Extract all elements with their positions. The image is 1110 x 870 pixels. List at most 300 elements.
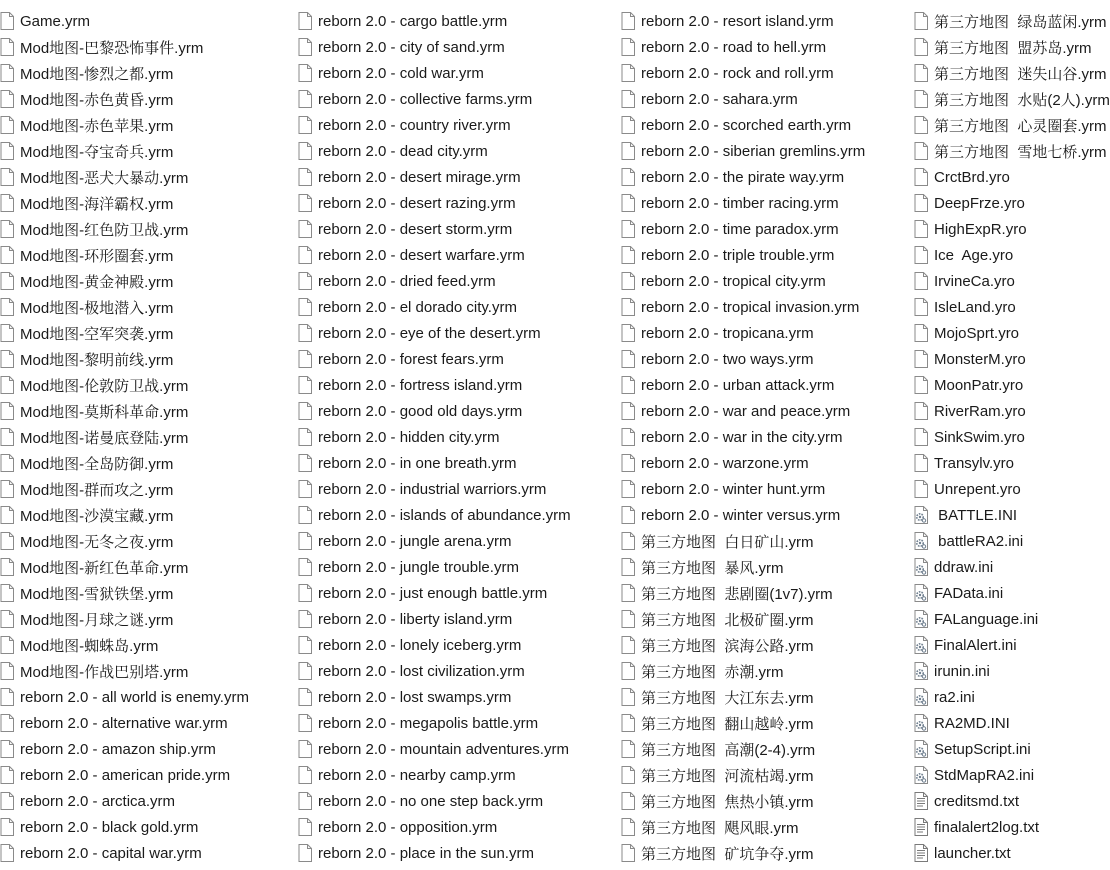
file-item[interactable] [621, 346, 913, 372]
file-name: Mod地图-巴黎恐怖事件.yrm [20, 39, 204, 57]
file-item[interactable] [0, 112, 296, 138]
file-name: reborn 2.0 - collective farms.yrm [318, 90, 533, 108]
file-item[interactable] [621, 294, 913, 320]
file-name: reborn 2.0 - winter hunt.yrm [641, 480, 826, 498]
file-item[interactable] [0, 138, 296, 164]
file-item[interactable] [621, 476, 913, 502]
blank-file-icon [914, 454, 928, 472]
blank-file-icon [0, 246, 14, 264]
file-item[interactable] [621, 658, 913, 684]
file-item[interactable] [298, 684, 620, 710]
blank-file-icon [621, 402, 635, 420]
blank-file-icon [621, 792, 635, 810]
file-name: RA2MD.INI [934, 714, 1010, 732]
file-item[interactable] [0, 606, 296, 632]
text-file-icon [914, 792, 928, 810]
file-item[interactable] [298, 346, 620, 372]
file-item[interactable] [914, 762, 1086, 788]
file-item[interactable] [621, 684, 913, 710]
file-item[interactable] [621, 112, 913, 138]
file-item[interactable] [914, 34, 1092, 60]
file-item[interactable] [914, 8, 1107, 34]
blank-file-icon [0, 142, 14, 160]
file-item[interactable] [914, 502, 1086, 528]
file-name: Mod地图-月球之谜.yrm [20, 611, 174, 629]
blank-file-icon [0, 740, 14, 758]
file-name: creditsmd.txt [934, 792, 1020, 810]
blank-file-icon [0, 90, 14, 108]
file-item[interactable] [298, 398, 620, 424]
settings-file-icon [914, 688, 928, 706]
file-item[interactable] [0, 658, 296, 684]
file-item[interactable] [914, 684, 1086, 710]
file-item[interactable] [0, 320, 296, 346]
blank-file-icon [0, 506, 14, 524]
blank-file-icon [298, 558, 312, 576]
file-item[interactable] [298, 60, 620, 86]
file-item[interactable] [914, 138, 1107, 164]
file-name: reborn 2.0 - cargo battle.yrm [318, 12, 508, 30]
blank-file-icon [0, 38, 14, 56]
file-item[interactable] [914, 554, 1086, 580]
file-column-4 [914, 8, 1110, 866]
file-item[interactable] [914, 528, 1086, 554]
blank-file-icon [0, 298, 14, 316]
blank-file-icon [914, 246, 928, 264]
file-item[interactable] [621, 788, 913, 814]
blank-file-icon [0, 454, 14, 472]
blank-file-icon [0, 636, 14, 654]
file-item[interactable] [914, 112, 1107, 138]
file-item[interactable] [0, 268, 296, 294]
blank-file-icon [0, 714, 14, 732]
blank-file-icon [914, 480, 928, 498]
blank-file-icon [298, 454, 312, 472]
file-item[interactable] [621, 398, 913, 424]
blank-file-icon [914, 324, 928, 342]
blank-file-icon [621, 168, 635, 186]
file-name: RiverRam.yro [934, 402, 1026, 420]
blank-file-icon [298, 116, 312, 134]
blank-file-icon [0, 116, 14, 134]
file-item[interactable] [298, 814, 620, 840]
file-name: reborn 2.0 - hidden city.yrm [318, 428, 500, 446]
file-item[interactable] [298, 112, 620, 138]
file-name: FAData.ini [934, 584, 1004, 602]
file-column-2 [298, 8, 620, 866]
blank-file-icon [0, 688, 14, 706]
file-name: reborn 2.0 - lost swamps.yrm [318, 688, 512, 706]
blank-file-icon [621, 142, 635, 160]
blank-file-icon [298, 636, 312, 654]
file-item[interactable] [621, 60, 913, 86]
blank-file-icon [298, 350, 312, 368]
file-name: FinalAlert.ini [934, 636, 1017, 654]
file-name: reborn 2.0 - megapolis battle.yrm [318, 714, 539, 732]
file-item[interactable] [298, 268, 620, 294]
file-name: Mod地图-惨烈之都.yrm [20, 65, 174, 83]
file-name: 第三方地图 赤潮.yrm [641, 663, 784, 681]
blank-file-icon [0, 350, 14, 368]
blank-file-icon [298, 64, 312, 82]
file-item[interactable] [914, 736, 1086, 762]
file-item[interactable] [621, 320, 913, 346]
file-item[interactable] [621, 86, 913, 112]
file-item[interactable] [0, 34, 296, 60]
blank-file-icon [621, 454, 635, 472]
file-name: 第三方地图 滨海公路.yrm [641, 637, 814, 655]
file-item[interactable] [621, 528, 913, 554]
file-item[interactable] [621, 450, 913, 476]
file-item[interactable] [914, 398, 1086, 424]
file-name: finalalert2log.txt [934, 818, 1040, 836]
file-item[interactable] [0, 710, 296, 736]
blank-file-icon [621, 636, 635, 654]
file-name: Mod地图-红色防卫战.yrm [20, 221, 189, 239]
file-item[interactable] [914, 60, 1107, 86]
file-item[interactable] [621, 216, 913, 242]
file-item[interactable] [621, 762, 913, 788]
blank-file-icon [621, 38, 635, 56]
blank-file-icon [0, 168, 14, 186]
text-file-icon [914, 818, 928, 836]
blank-file-icon [621, 116, 635, 134]
file-name: Mod地图-空军突袭.yrm [20, 325, 174, 343]
blank-file-icon [0, 532, 14, 550]
blank-file-icon [621, 740, 635, 758]
file-item[interactable] [621, 606, 913, 632]
settings-file-icon [914, 662, 928, 680]
blank-file-icon [298, 532, 312, 550]
file-name: 第三方地图 盟苏岛.yrm [934, 39, 1092, 57]
file-name: reborn 2.0 - scorched earth.yrm [641, 116, 852, 134]
file-name: reborn 2.0 - nearby camp.yrm [318, 766, 516, 784]
file-item[interactable] [298, 216, 620, 242]
file-name: 第三方地图 翻山越岭.yrm [641, 715, 814, 733]
file-item[interactable] [0, 788, 296, 814]
file-item[interactable] [621, 424, 913, 450]
file-name: BATTLE.INI [934, 506, 1018, 524]
file-item[interactable] [0, 346, 296, 372]
blank-file-icon [914, 376, 928, 394]
file-name: reborn 2.0 - tropicana.yrm [641, 324, 814, 342]
file-item[interactable] [914, 242, 1086, 268]
file-name: CrctBrd.yro [934, 168, 1010, 186]
file-item[interactable] [621, 190, 913, 216]
file-name: reborn 2.0 - winter versus.yrm [641, 506, 841, 524]
file-item[interactable] [621, 502, 913, 528]
blank-file-icon [914, 220, 928, 238]
file-item[interactable] [621, 814, 913, 840]
file-name: reborn 2.0 - islands of abundance.yrm [318, 506, 571, 524]
file-item[interactable] [621, 34, 913, 60]
file-item[interactable] [621, 840, 913, 866]
blank-file-icon [298, 12, 312, 30]
file-name: 第三方地图 高潮(2-4).yrm [641, 741, 816, 759]
file-item[interactable] [0, 8, 296, 34]
blank-file-icon [298, 402, 312, 420]
file-item[interactable] [298, 658, 620, 684]
file-item[interactable] [0, 190, 296, 216]
file-item[interactable] [621, 736, 913, 762]
file-item[interactable] [621, 554, 913, 580]
file-item[interactable] [298, 190, 620, 216]
blank-file-icon [298, 324, 312, 342]
blank-file-icon [914, 90, 928, 108]
file-name: reborn 2.0 - urban attack.yrm [641, 376, 835, 394]
blank-file-icon [621, 350, 635, 368]
file-item[interactable] [0, 502, 296, 528]
file-name: Unrepent.yro [934, 480, 1021, 498]
file-item[interactable] [0, 216, 296, 242]
blank-file-icon [298, 792, 312, 810]
file-name: Mod地图-海洋霸权.yrm [20, 195, 174, 213]
blank-file-icon [621, 688, 635, 706]
file-name: Ice Age.yro [934, 246, 1014, 264]
file-item[interactable] [914, 86, 1110, 112]
blank-file-icon [0, 610, 14, 628]
file-item[interactable] [0, 424, 296, 450]
file-item[interactable] [0, 684, 296, 710]
blank-file-icon [0, 766, 14, 784]
file-item[interactable] [0, 840, 296, 866]
file-name: reborn 2.0 - war and peace.yrm [641, 402, 851, 420]
file-item[interactable] [621, 8, 913, 34]
file-name: Mod地图-恶犬大暴动.yrm [20, 169, 189, 187]
blank-file-icon [0, 272, 14, 290]
file-item[interactable] [914, 294, 1086, 320]
settings-file-icon [914, 740, 928, 758]
file-name: MojoSprt.yro [934, 324, 1020, 342]
blank-file-icon [621, 12, 635, 30]
file-name: reborn 2.0 - black gold.yrm [20, 818, 199, 836]
blank-file-icon [621, 480, 635, 498]
file-item[interactable] [914, 814, 1086, 840]
file-item[interactable] [914, 424, 1086, 450]
file-name: reborn 2.0 - forest fears.yrm [318, 350, 504, 368]
file-item[interactable] [298, 840, 620, 866]
file-name: battleRA2.ini [934, 532, 1024, 550]
file-name: reborn 2.0 - desert razing.yrm [318, 194, 516, 212]
file-item[interactable] [298, 710, 620, 736]
file-item[interactable] [0, 242, 296, 268]
file-item[interactable] [621, 268, 913, 294]
file-name: 第三方地图 迷失山谷.yrm [934, 65, 1107, 83]
file-item[interactable] [914, 710, 1086, 736]
file-item[interactable] [914, 476, 1086, 502]
file-column-3 [621, 8, 913, 866]
file-name: reborn 2.0 - dead city.yrm [318, 142, 488, 160]
file-item[interactable] [0, 60, 296, 86]
file-item[interactable] [298, 294, 620, 320]
file-item[interactable] [0, 762, 296, 788]
file-name: reborn 2.0 - good old days.yrm [318, 402, 523, 420]
file-name: 第三方地图 雪地七桥.yrm [934, 143, 1107, 161]
blank-file-icon [0, 844, 14, 862]
blank-file-icon [621, 428, 635, 446]
file-item[interactable] [0, 294, 296, 320]
file-item[interactable] [0, 450, 296, 476]
file-name: Mod地图-雪狱铁堡.yrm [20, 585, 174, 603]
file-column-1 [0, 8, 296, 866]
blank-file-icon [298, 714, 312, 732]
blank-file-icon [0, 558, 14, 576]
file-item[interactable] [298, 528, 620, 554]
file-item[interactable] [298, 138, 620, 164]
file-item[interactable] [298, 632, 620, 658]
file-item[interactable] [0, 398, 296, 424]
blank-file-icon [0, 194, 14, 212]
blank-file-icon [298, 90, 312, 108]
blank-file-icon [914, 38, 928, 56]
file-item[interactable] [621, 632, 913, 658]
file-name: Mod地图-沙漠宝藏.yrm [20, 507, 174, 525]
file-name: 第三方地图 白日矿山.yrm [641, 533, 814, 551]
file-name: Mod地图-全岛防御.yrm [20, 455, 174, 473]
file-name: reborn 2.0 - sahara.yrm [641, 90, 798, 108]
file-item[interactable] [298, 502, 620, 528]
file-name: reborn 2.0 - alternative war.yrm [20, 714, 228, 732]
settings-file-icon [914, 766, 928, 784]
file-item[interactable] [298, 476, 620, 502]
file-item[interactable] [621, 372, 913, 398]
file-name: Mod地图-诺曼底登陆.yrm [20, 429, 189, 447]
file-name: Mod地图-群而攻之.yrm [20, 481, 174, 499]
blank-file-icon [0, 220, 14, 238]
blank-file-icon [298, 194, 312, 212]
blank-file-icon [914, 168, 928, 186]
file-item[interactable] [298, 320, 620, 346]
file-name: reborn 2.0 - lonely iceberg.yrm [318, 636, 522, 654]
file-item[interactable] [914, 346, 1086, 372]
file-item[interactable] [914, 450, 1086, 476]
file-item[interactable] [914, 320, 1086, 346]
file-item[interactable] [0, 554, 296, 580]
file-name: ra2.ini [934, 688, 975, 706]
file-name: Mod地图-极地潜入.yrm [20, 299, 174, 317]
file-name: Mod地图-环形圈套.yrm [20, 247, 174, 265]
file-name: reborn 2.0 - desert warfare.yrm [318, 246, 525, 264]
blank-file-icon [0, 376, 14, 394]
blank-file-icon [0, 428, 14, 446]
file-item[interactable] [298, 242, 620, 268]
file-item[interactable] [621, 580, 913, 606]
file-item[interactable] [0, 632, 296, 658]
file-item[interactable] [298, 8, 620, 34]
file-item[interactable] [0, 476, 296, 502]
file-item[interactable] [0, 580, 296, 606]
file-name: DeepFrze.yro [934, 194, 1025, 212]
settings-file-icon [914, 506, 928, 524]
file-item[interactable] [298, 762, 620, 788]
blank-file-icon [0, 402, 14, 420]
file-name: reborn 2.0 - two ways.yrm [641, 350, 814, 368]
file-item[interactable] [298, 554, 620, 580]
file-item[interactable] [0, 736, 296, 762]
file-name: MoonPatr.yro [934, 376, 1024, 394]
file-item[interactable] [298, 424, 620, 450]
file-item[interactable] [298, 736, 620, 762]
blank-file-icon [621, 766, 635, 784]
blank-file-icon [0, 64, 14, 82]
file-name: reborn 2.0 - all world is enemy.yrm [20, 688, 249, 706]
file-item[interactable] [621, 710, 913, 736]
file-name: 第三方地图 悲剧圈(1v7).yrm [641, 585, 833, 603]
blank-file-icon [914, 116, 928, 134]
file-item[interactable] [914, 216, 1086, 242]
file-item[interactable] [298, 34, 620, 60]
file-item[interactable] [914, 580, 1086, 606]
file-item[interactable] [298, 580, 620, 606]
blank-file-icon [914, 194, 928, 212]
file-item[interactable] [0, 372, 296, 398]
file-item[interactable] [298, 164, 620, 190]
blank-file-icon [0, 584, 14, 602]
file-name: Mod地图-无冬之夜.yrm [20, 533, 174, 551]
file-name: 第三方地图 河流枯竭.yrm [641, 767, 814, 785]
file-name: reborn 2.0 - cold war.yrm [318, 64, 484, 82]
file-name: 第三方地图 大江东去.yrm [641, 689, 814, 707]
blank-file-icon [0, 818, 14, 836]
file-name: Mod地图-赤色苹果.yrm [20, 117, 174, 135]
file-item[interactable] [0, 164, 296, 190]
file-name: reborn 2.0 - rock and roll.yrm [641, 64, 834, 82]
file-name: Mod地图-夺宝奇兵.yrm [20, 143, 174, 161]
file-item[interactable] [914, 840, 1086, 866]
file-name: reborn 2.0 - just enough battle.yrm [318, 584, 548, 602]
file-item[interactable] [0, 814, 296, 840]
file-name: 第三方地图 北极矿圈.yrm [641, 611, 814, 629]
blank-file-icon [298, 168, 312, 186]
file-item[interactable] [298, 450, 620, 476]
file-name: Mod地图-蜘蛛岛.yrm [20, 637, 159, 655]
file-item[interactable] [914, 190, 1086, 216]
blank-file-icon [298, 688, 312, 706]
settings-file-icon [914, 584, 928, 602]
file-item[interactable] [298, 788, 620, 814]
blank-file-icon [621, 532, 635, 550]
file-name: reborn 2.0 - mountain adventures.yrm [318, 740, 569, 758]
file-name: reborn 2.0 - tropical city.yrm [641, 272, 826, 290]
file-item[interactable] [914, 164, 1086, 190]
file-item[interactable] [914, 606, 1086, 632]
blank-file-icon [621, 610, 635, 628]
file-item[interactable] [298, 372, 620, 398]
file-name: irunin.ini [934, 662, 990, 680]
settings-file-icon [914, 558, 928, 576]
file-item[interactable] [0, 528, 296, 554]
file-item[interactable] [914, 632, 1086, 658]
file-item[interactable] [0, 86, 296, 112]
file-item[interactable] [298, 606, 620, 632]
file-item[interactable] [621, 164, 913, 190]
file-item[interactable] [914, 372, 1086, 398]
blank-file-icon [298, 662, 312, 680]
file-item[interactable] [298, 86, 620, 112]
file-name: Mod地图-莫斯科革命.yrm [20, 403, 189, 421]
blank-file-icon [298, 610, 312, 628]
file-item[interactable] [914, 788, 1086, 814]
file-item[interactable] [914, 268, 1086, 294]
file-item[interactable] [621, 138, 913, 164]
blank-file-icon [914, 402, 928, 420]
file-item[interactable] [914, 658, 1086, 684]
file-name: HighExpR.yro [934, 220, 1027, 238]
blank-file-icon [621, 298, 635, 316]
blank-file-icon [298, 428, 312, 446]
file-item[interactable] [621, 242, 913, 268]
blank-file-icon [621, 662, 635, 680]
